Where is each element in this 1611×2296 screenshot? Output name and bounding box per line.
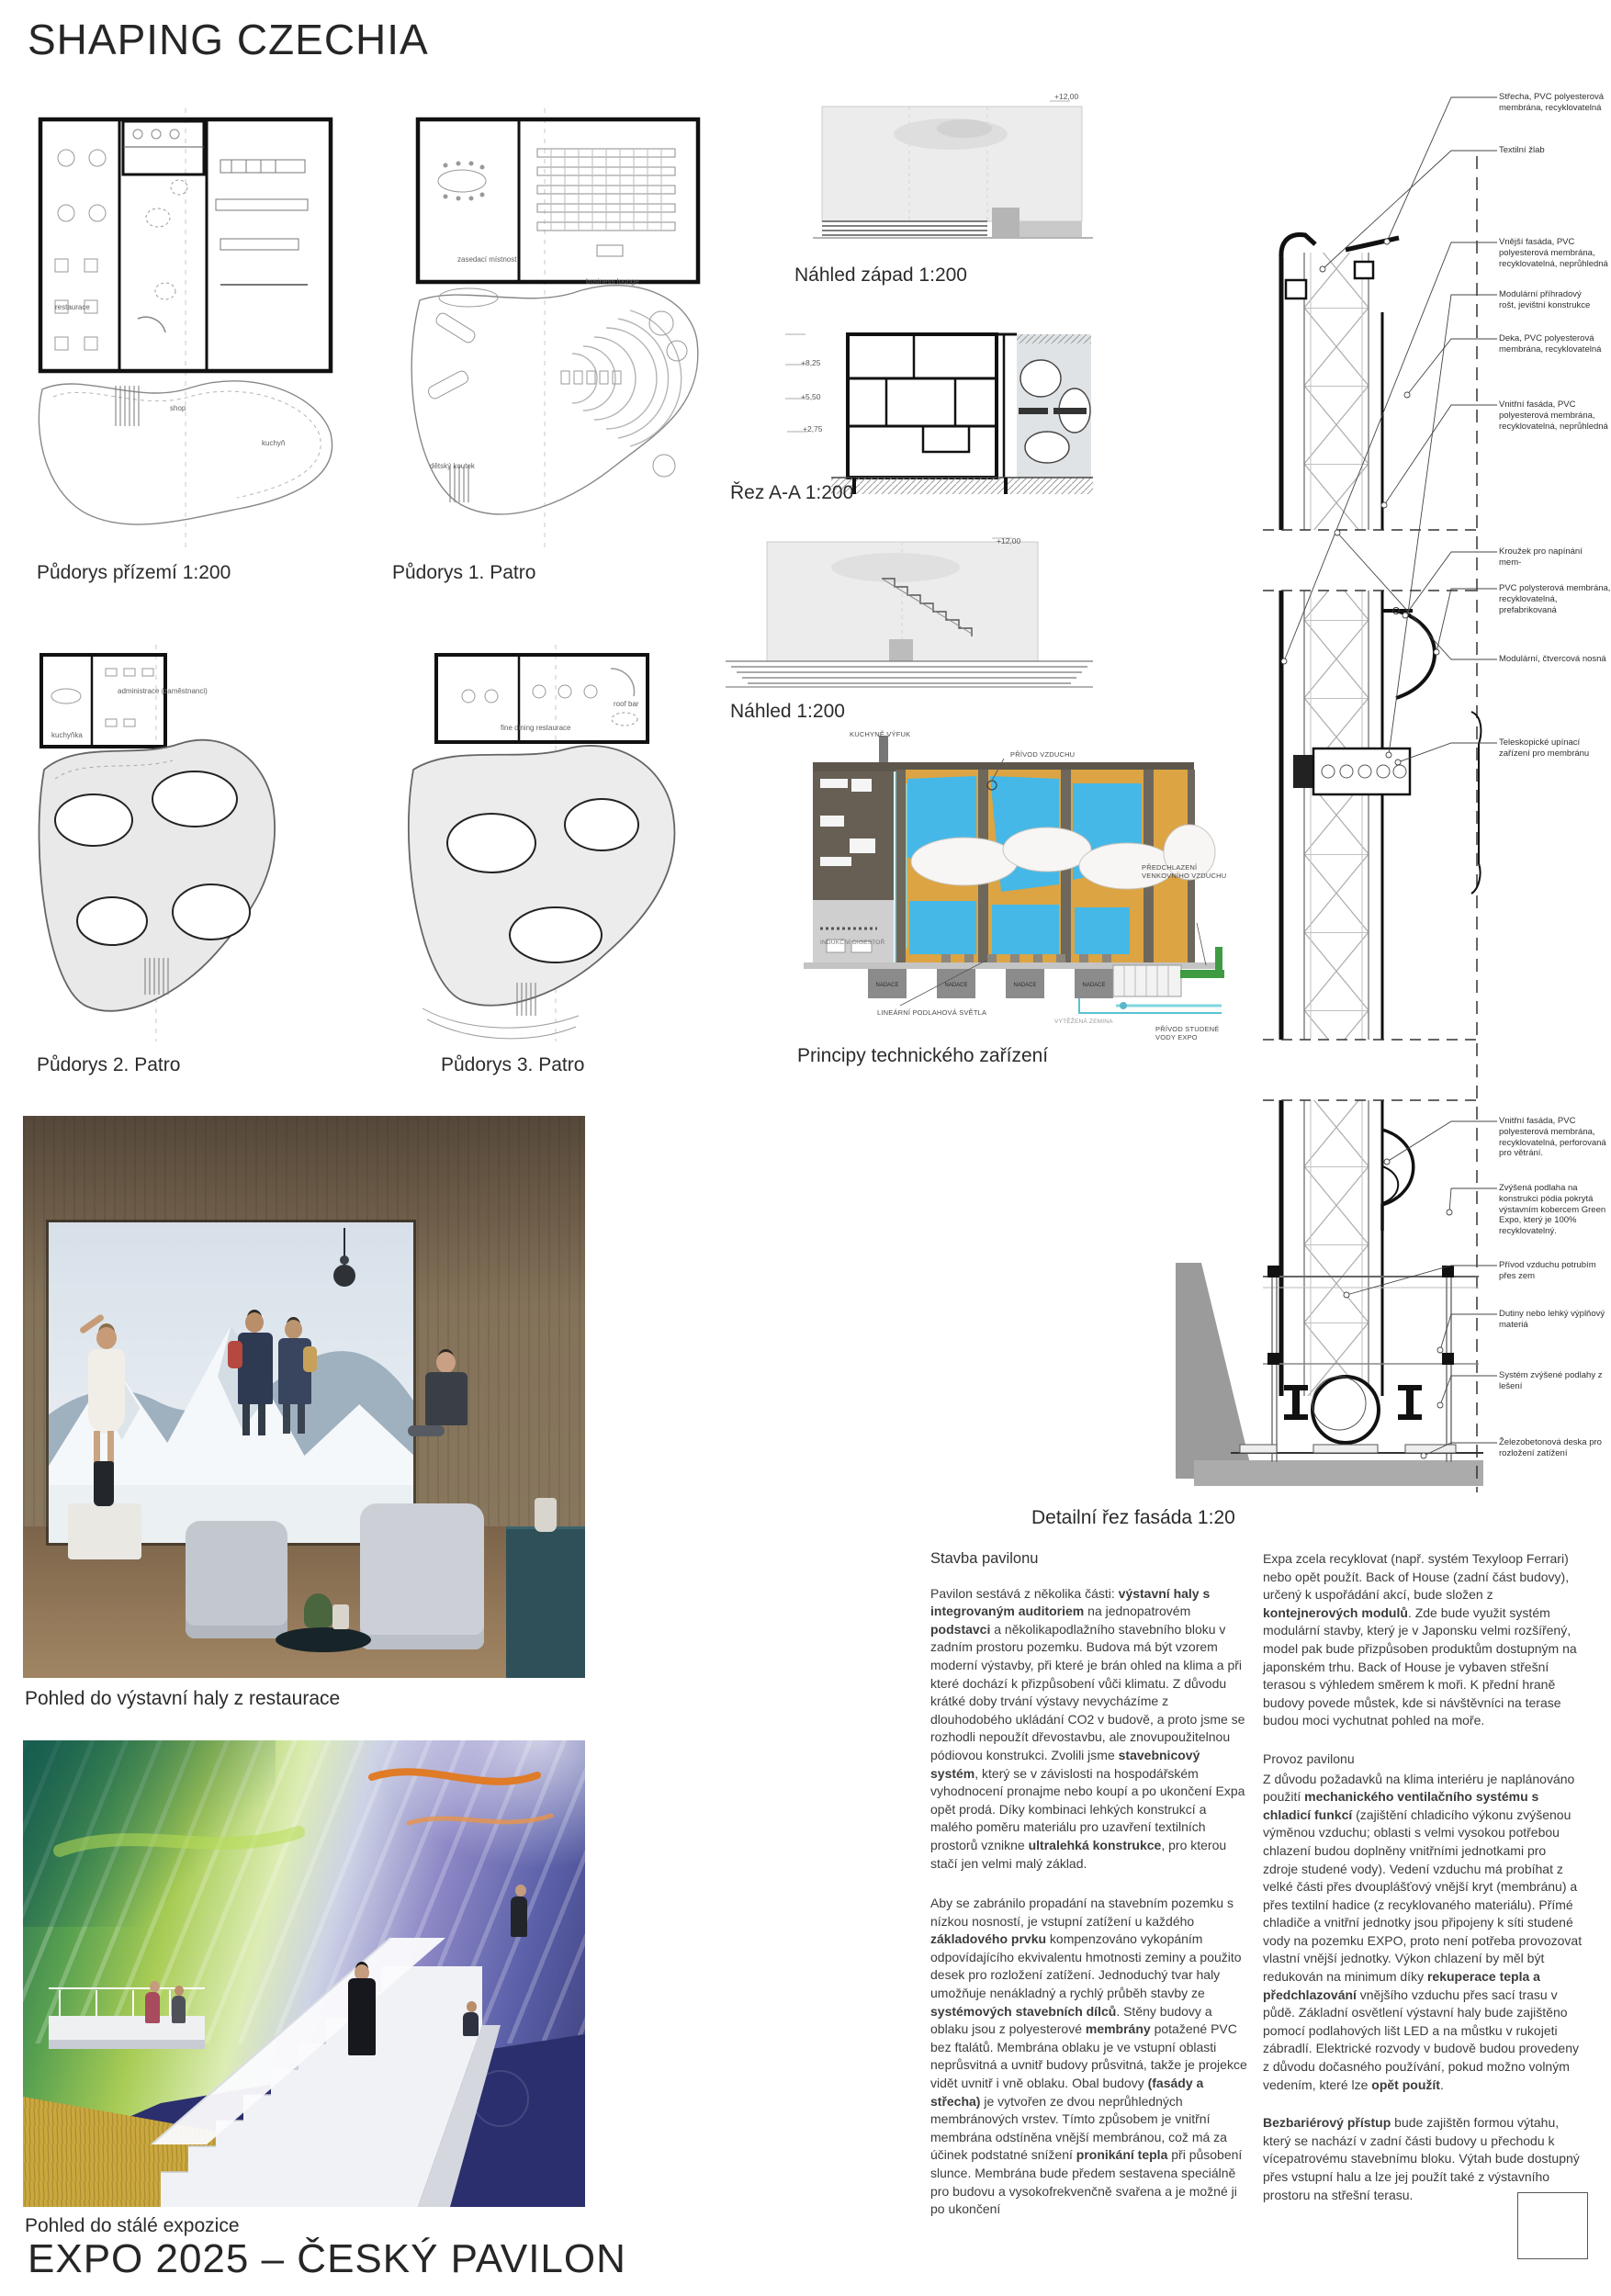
plan-label-zasedaci: zasedací místnost <box>457 255 517 264</box>
detail-label-vnitrni-fasada: Vnitřní fasáda, PVC polyesterová membrána, recyklovatelná, neprůhledná <box>1499 400 1608 432</box>
detail-label-deka: Deka, PVC polyesterová membrána, recyklovatelná <box>1499 333 1602 355</box>
caption-elevation: Náhled 1:200 <box>730 701 845 722</box>
article-col1-paragraph-2: Aby se zabránilo propadání na stavebním pozemku s nízkou nosností, je vstupní zatížení u každého základového prvku kompenzováno vykopáním odpovídajícího ekvivalentu hmotnosti zeminy a použito desek pro rozložení zatížení. Jednoduchý tvar haly umožňuje nenákladný a rychlý průběh stavby ze systémových stavebních dílců. Stěny budovy a oblaku jsou z polyesterové membrány potažené PVC bez ftalátů. Membrána oblaku je ve vstupní oblasti neprůsvitná a uvnitř budovy průsvitná, takže je projekce vidět uvnitř i vně oblaku. Obal budovy (fasády a střecha) je vytvořen ze dvou neprůhledných membránových vrstev. Tímto způsobem je vnitřní membrána odstíněna vnější membránou, což má za účinek podstatné snížení pronikání tepla při působení slunce. Membrána bude předem sestavena speciálně pro budovu a vysokofrekvenčně svařena a je možné ji po ukončení <box>930 1896 1247 2217</box>
person-kid1-body <box>238 1333 273 1404</box>
detail-label-vnejsi-fasada: Vnější fasáda, PVC polyesterová membrána, recyklovatelná, neprůhledná <box>1499 237 1608 269</box>
table-plant <box>304 1593 332 1627</box>
tech-label-kuchyne: KUCHYNĚ VÝFUK <box>850 730 911 738</box>
section-aa-drawing <box>776 323 1093 507</box>
pendant-lamp <box>333 1265 355 1287</box>
logo-placeholder-box <box>1517 2192 1588 2259</box>
floor-plan-ground-drawing <box>28 103 344 553</box>
caption-detail: Detailní řez fasáda 1:20 <box>1031 1507 1235 1528</box>
caption-plan-1: Půdorys 1. Patro <box>392 562 536 583</box>
detail-label-podlaha: Zvýšená podlaha na konstrukci pódia pokrytá výstavním kobercem Green Expo, který je 100% recyklovatelný. <box>1499 1183 1606 1237</box>
plan-label-restaurace: restaurace <box>55 303 90 311</box>
person-seated-legs <box>408 1425 445 1436</box>
article-column-2 <box>1263 1550 1583 2223</box>
plan-label-lounge: business lounge <box>586 277 639 286</box>
tech-label-digestor: INDUKČNÍ DIGESTOŘ <box>820 940 885 946</box>
caption-photo-1: Pohled do výstavní haly z restaurace <box>25 1688 341 1709</box>
plan-label-detsky: dětský koutek <box>430 462 475 470</box>
svg-text:NADACE: NADACE <box>1013 983 1037 988</box>
floor-plan-3-drawing <box>381 641 698 1045</box>
article-column-1 <box>930 1550 1250 2237</box>
plan-label-fine-dining: fine dining restaurace <box>501 724 571 732</box>
detail-label-nosna: Modulární, čtvercová nosná <box>1499 654 1606 664</box>
section-marker-550: +5,50 <box>801 392 821 401</box>
svg-text:NADACE: NADACE <box>1082 983 1106 988</box>
detail-label-strecha: Střecha, PVC polyesterová membrána, recyklovatelná <box>1499 92 1605 113</box>
plan-label-shop: shop <box>170 404 186 412</box>
person-seated-body <box>425 1372 468 1425</box>
kid2-tan-backpack <box>303 1346 317 1372</box>
article-col2-paragraph-3: Bezbariérový přístup bude zajištěn formou výtahu, který se nachází v zadní části budovy u přechodu k vícepatrovému stavebnímu bloku. Výtah bude dostupný přes vstupní halu a lze jej použít také z výstavního prostoru na střešní terasu. <box>1263 2115 1580 2202</box>
person-main-coat <box>348 1978 376 2055</box>
side-table <box>68 1503 141 1559</box>
person-balcony1-head <box>150 1981 160 1992</box>
section-marker-275: +2,75 <box>803 424 823 433</box>
armchair-left <box>186 1521 287 1639</box>
caption-elevation-west: Náhled západ 1:200 <box>794 264 967 286</box>
plan-label-admin: administrace (zaměstnanci) <box>118 687 208 695</box>
armchair-right <box>360 1503 484 1649</box>
person-kid1-leg2 <box>258 1404 265 1435</box>
tech-label-predchlazeni: PŘEDCHLAZENÍ VENKOVNÍHO VZDUCHU <box>1142 863 1227 880</box>
detail-label-perforovana: Vnitřní fasáda, PVC polyesterová membrána, recyklovatelná, perforovaná pro větrání. <box>1499 1116 1606 1159</box>
dark-vase <box>94 1461 114 1506</box>
photo2-overlay-drawing <box>23 1740 585 2207</box>
caption-plan-ground: Půdorys přízemí 1:200 <box>37 562 231 583</box>
elevation-drawing <box>726 531 1093 696</box>
tech-label-zemina: VYTĚŽENÁ ZEMINA <box>1054 1019 1113 1025</box>
caption-tech: Principy technického zařízení <box>797 1045 1049 1066</box>
person-kid1-leg <box>242 1404 250 1435</box>
pendant-lamp-small <box>340 1255 349 1265</box>
tech-diagram-drawing <box>804 728 1231 1036</box>
section-marker-825: +8,25 <box>801 358 821 367</box>
detail-label-teleskop: Teleskopické upínací zařízení pro membránu <box>1499 737 1590 759</box>
caption-plan-3: Půdorys 3. Patro <box>441 1054 585 1075</box>
person-girl-leg <box>94 1431 100 1466</box>
person-girl-leg2 <box>107 1431 114 1466</box>
person-girl-head <box>96 1327 117 1349</box>
footer-title: EXPO 2025 – ČESKÝ PAVILON <box>28 2236 626 2281</box>
article-heading-provoz: Provoz pavilonu <box>1263 1750 1355 1766</box>
photo-exhibition-hall <box>23 1116 585 1678</box>
article-col1-paragraph-1: Pavilon sestává z několika části: výstavní haly s integrovaným auditoriem na jednopatrovém podstavci a několikapodlažního stavebního bloku v zadním prostoru pozemku. Budova má být vzorem moderní výstavby, při které je brán ohled na klima a při které dochází k přizpůsobení vůči klimatu. Z důvodu krátké doby trvání výstavy nevycházíme z dlouhodobého ukládání CO2 v budově, a proto jsme se rozhodli nepoužít dřevostavbu, ale znovupoužitelnou pódiovou konstrukci. Zvolili jsme stavebnicový systém, který se v závislosti na hospodářském vyhodnocení pronajme nebo koupí a po ukončení Expa opět prodá. Díky kombinaci lehkých konstrukcí a malého poměru materiálu pro uzavření textilních prostorů vznikne ultralehká konstrukce, pro kterou stačí jen velmi malý základ. <box>930 1585 1245 1871</box>
plan-label-kuchynka: kuchyňka <box>51 731 83 739</box>
detail-label-dutiny: Dutiny nebo lehký výplňový materiá <box>1499 1309 1605 1330</box>
article-col2-paragraph-1: Expa zcela recyklovat (např. systém Texyloop Ferrari) nebo opět použít. Back of House (zadní část budovy), určený k uspořádání akcí, bude složen z kontejnerových modulů. Zde bude využit systém modulární stavby, který je v Japonsku velmi rozšířený, model pak bude přizpůsoben produktům dostupným na japonském trhu. Back of House je vybaven střešní terasou s výhledem směrem k moři. K přední hraně budovy povede můstek, kde si návštěvníci na terase budou moci vychutnat pohled na moře. <box>1263 1551 1577 1728</box>
tech-label-privod: PŘÍVOD VZDUCHU <box>1010 750 1076 759</box>
caption-photo-2: Pohled do stálé expozice <box>25 2215 240 2236</box>
person-balcony2-head <box>175 1986 184 1996</box>
kid1-red-backpack <box>228 1341 242 1368</box>
teal-cabinet <box>506 1526 585 1678</box>
person-kid1-head <box>245 1312 264 1333</box>
detail-label-privod-vzduchu: Přívod vzduchu potrubím přes zem <box>1499 1260 1596 1281</box>
person-right-head <box>515 1885 526 1896</box>
detail-label-zlab: Textilní žlab <box>1499 145 1545 155</box>
floor-plan-2-drawing <box>28 641 285 1045</box>
caption-section: Řez A-A 1:200 <box>730 482 854 503</box>
detail-label-rost: Modulární příhradový rošt, jevištní konstrukce <box>1499 289 1591 310</box>
person-kid2-head <box>285 1320 302 1339</box>
floor-plan-1-drawing <box>381 103 707 553</box>
detail-label-krouzek: Kroužek pro napínání mem- <box>1499 546 1583 568</box>
elevation-level-marker: +12,00 <box>997 536 1021 546</box>
photo-permanent-exposition <box>23 1740 585 2207</box>
person-kid2-leg <box>283 1404 290 1434</box>
caption-plan-2: Půdorys 2. Patro <box>37 1054 181 1075</box>
detail-label-pvc-membrana: PVC polysterová membrána, recyklovatelná, prefabrikovaná <box>1499 583 1611 615</box>
plan-label-roofbar: roof bar <box>614 700 639 708</box>
dried-plant <box>526 1481 566 1510</box>
person-kid2-leg2 <box>298 1404 305 1434</box>
plan-label-kuchyn: kuchyň <box>262 439 286 447</box>
person-floor-body <box>463 2012 479 2036</box>
svg-text:NADACE: NADACE <box>944 983 968 988</box>
person-right-body <box>511 1896 527 1937</box>
detail-label-leseni: Systém zvýšené podlahy z lešení <box>1499 1370 1603 1391</box>
article-heading-stavba: Stavba pavilonu <box>930 1550 1039 1567</box>
person-balcony2-body <box>172 1996 186 2023</box>
tech-label-linearni: LINEÁRNÍ PODLAHOVÁ SVĚTLA <box>877 1008 987 1017</box>
tech-label-voda: PŘÍVOD STUDENÉ VODY EXPO <box>1155 1025 1220 1041</box>
elevation-west-drawing <box>813 90 1093 260</box>
person-balcony1-body <box>145 1992 160 2023</box>
elevation-west-level-marker: +12,00 <box>1054 92 1079 101</box>
person-girl-dress <box>88 1349 125 1434</box>
table-jug <box>332 1604 349 1630</box>
facade-detail-drawing <box>1176 73 1611 1506</box>
detail-label-deska: Železobetonová deska pro rozložení zatížení <box>1499 1437 1602 1458</box>
page-title: SHAPING CZECHIA <box>28 16 429 63</box>
svg-text:NADACE: NADACE <box>875 983 899 988</box>
person-seated-head <box>436 1352 456 1373</box>
article-col2-paragraph-2: Z důvodu požadavků na klima interiéru je naplánováno použití mechanického ventilačního systému s chladicí funkcí (zajištění chladicího výkonu zvýšenou výměnou vzduchu; oblasti s velmi vysokou potřebou chlazení budou doplněny vnitřními jednotkami pro zdroje studené vody). Vedení vzduchu má probíhat z velké části přes dvouplášťový vnější kryt (membránu) a přes textilní hadice (z recyklovaného materiálu). Přímé chladiče a vnitřní jednotky jsou připojeny k síti studené vody na pozemku EXPO, proto není potřeba provozovat vlastní vnější jednotky. Výkon chlazení by měl být redukován na minimum díky rekuperace tepla a předchlazování vnějšího vzduchu přes sací trasu v půdě. Základní osvětlení výstavní haly bude zajištěno pomocí podlahových lišt LED a na můstku v rukojeti zábradlí. Elektrické rozvody v budově budou provedeny z důvodu dočasného používání, pokud možno volným vedením, které lze opět použít. <box>1263 1771 1583 2092</box>
